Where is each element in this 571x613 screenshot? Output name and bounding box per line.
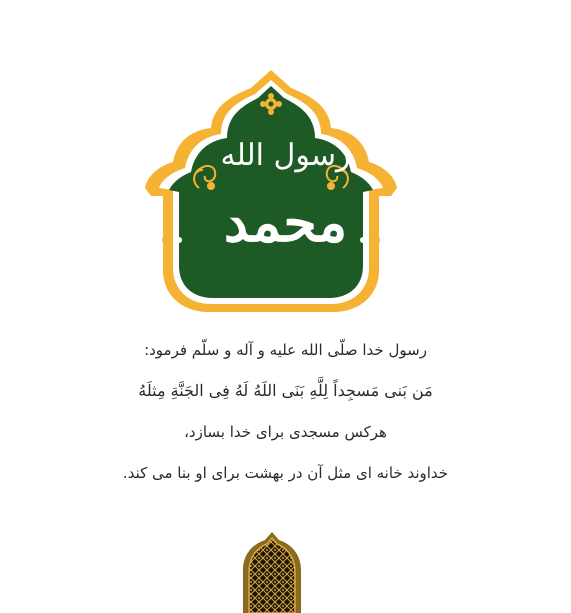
hadith-translation-line-1: هرکس مسجدی برای خدا بسازد، [184, 423, 387, 441]
hadith-intro-line: رسول خدا صلّی الله علیه و آله و سلّم فرمود: [144, 341, 427, 359]
calligraphy-rasul-allah: رسول الله [220, 138, 351, 173]
hadith-arabic-line: مَن بَنی مَسجِداً لِلَّهِ بَنَی اللَهُ لَهُ فِی الجَنَّةِ مِثلَهُ [138, 381, 433, 400]
calligraphy-muhammad: محمد [223, 190, 348, 254]
hadith-translation-line-2: خداوند خانه ای مثل آن در بهشت برای او بنا می کند. [122, 464, 449, 482]
emblem-frame-svg [133, 66, 409, 314]
hadith-text [0, 340, 571, 504]
muhammad-emblem [133, 66, 409, 314]
mosque-window-ornament-icon [239, 530, 305, 613]
